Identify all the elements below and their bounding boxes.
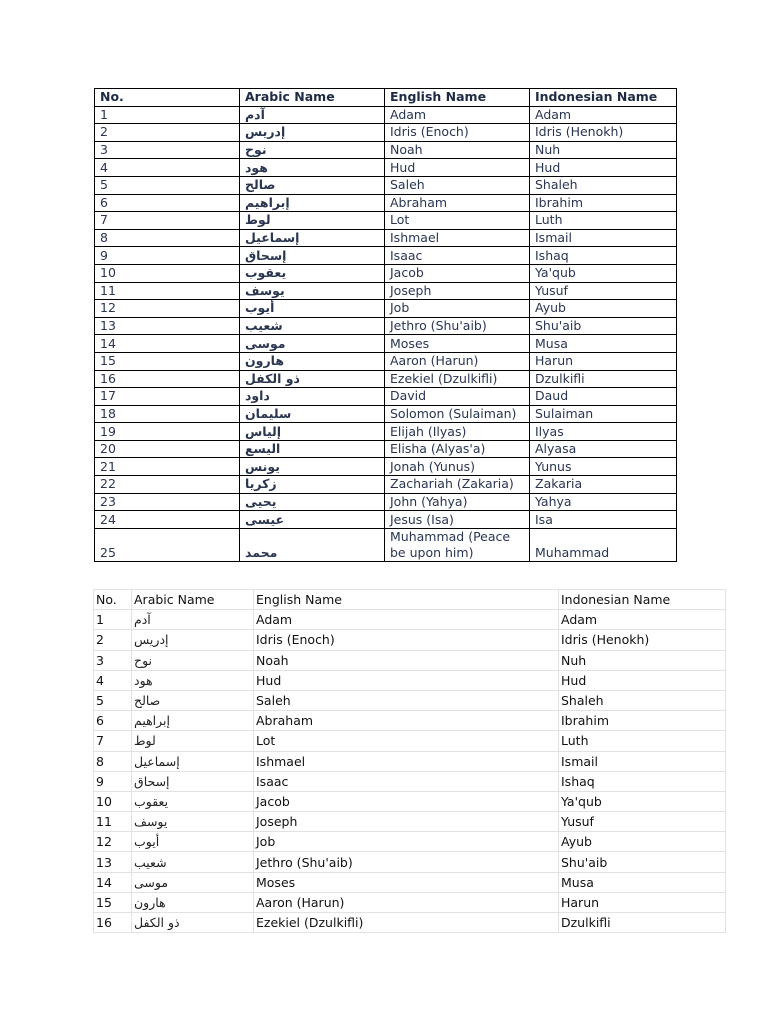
table-row (95, 528, 677, 561)
row-number: 11 (95, 282, 240, 300)
arabic-name-cell: زكريا (240, 476, 385, 494)
indonesian-name-cell: Ilyas (530, 423, 677, 441)
indonesian-name-cell: Yusuf (530, 282, 677, 300)
table-row (94, 630, 726, 650)
row-number: 10 (95, 264, 240, 282)
arabic-name-cell: إبراهيم (240, 194, 385, 212)
english-name-cell: Moses (385, 335, 530, 353)
prophets-table-light (93, 589, 726, 933)
arabic-name-cell: موسى (132, 872, 254, 892)
arabic-name-cell: شعيب (240, 317, 385, 335)
header-english-name: English Name (385, 89, 530, 107)
arabic-name-cell: يونس (240, 458, 385, 476)
row-number: 3 (95, 141, 240, 159)
indonesian-name-cell: Ayub (530, 300, 677, 318)
row-number: 8 (95, 229, 240, 247)
row-number: 13 (95, 317, 240, 335)
arabic-name-cell: إدريس (132, 630, 254, 650)
english-name-cell: Saleh (254, 690, 559, 710)
row-number: 22 (95, 476, 240, 494)
english-name-cell: Abraham (254, 711, 559, 731)
row-number: 10 (94, 791, 132, 811)
arabic-name-cell: صالح (132, 690, 254, 710)
table-row (94, 812, 726, 832)
table-header-row (94, 590, 726, 610)
row-number: 20 (95, 440, 240, 458)
table-row (95, 106, 677, 124)
english-name-cell: Joseph (254, 812, 559, 832)
indonesian-name-cell: Ibrahim (530, 194, 677, 212)
arabic-name-cell: يعقوب (132, 791, 254, 811)
table-row (94, 650, 726, 670)
table-row (95, 317, 677, 335)
indonesian-name-cell: Musa (530, 335, 677, 353)
english-name-cell: Abraham (385, 194, 530, 212)
indonesian-name-cell: Harun (530, 352, 677, 370)
indonesian-name-cell: Isa (530, 511, 677, 529)
arabic-name-cell: إلياس (240, 423, 385, 441)
table-row (95, 194, 677, 212)
english-name-cell: Ezekiel (Dzulkifli) (385, 370, 530, 388)
table-row (95, 440, 677, 458)
table-row (94, 852, 726, 872)
indonesian-name-cell: Hud (559, 670, 726, 690)
english-name-cell: Adam (385, 106, 530, 124)
header-indonesian-name: Indonesian Name (530, 89, 677, 107)
indonesian-name-cell: Ishaq (559, 771, 726, 791)
english-name-cell: John (Yahya) (385, 493, 530, 511)
english-name-cell: Noah (385, 141, 530, 159)
row-number: 25 (95, 528, 240, 561)
row-number: 2 (95, 124, 240, 142)
table-row (94, 892, 726, 912)
english-name-cell: Jonah (Yunus) (385, 458, 530, 476)
row-number: 4 (94, 670, 132, 690)
table-row (94, 751, 726, 771)
english-name-cell: Hud (254, 670, 559, 690)
english-name-cell: Joseph (385, 282, 530, 300)
row-number: 12 (94, 832, 132, 852)
row-number: 14 (94, 872, 132, 892)
table-row (95, 405, 677, 423)
arabic-name-cell: يوسف (132, 812, 254, 832)
table-row (94, 771, 726, 791)
table-row (95, 264, 677, 282)
table-row (95, 335, 677, 353)
table-row (95, 282, 677, 300)
indonesian-name-cell: Dzulkifli (530, 370, 677, 388)
english-name-cell: Saleh (385, 176, 530, 194)
table-body (95, 106, 677, 561)
indonesian-name-cell: Adam (559, 610, 726, 630)
table-body (94, 610, 726, 933)
row-number: 15 (94, 892, 132, 912)
indonesian-name-cell: Ibrahim (559, 711, 726, 731)
english-name-cell: Ishmael (254, 751, 559, 771)
prophets-table-bordered (94, 88, 677, 562)
english-name-cell: Muhammad (Peace be upon him) (385, 528, 530, 561)
table-row (95, 423, 677, 441)
english-name-cell: Jacob (254, 791, 559, 811)
table-row (95, 370, 677, 388)
arabic-name-cell: نوح (132, 650, 254, 670)
indonesian-name-cell: Musa (559, 872, 726, 892)
header-no: No. (94, 590, 132, 610)
arabic-name-cell: اليسع (240, 440, 385, 458)
arabic-name-cell: إدريس (240, 124, 385, 142)
english-name-cell: Ezekiel (Dzulkifli) (254, 913, 559, 933)
row-number: 4 (95, 159, 240, 177)
arabic-name-cell: صالح (240, 176, 385, 194)
row-number: 6 (95, 194, 240, 212)
row-number: 9 (95, 247, 240, 265)
row-number: 3 (94, 650, 132, 670)
arabic-name-cell: إسماعيل (240, 229, 385, 247)
english-name-cell: Idris (Enoch) (254, 630, 559, 650)
table-row (95, 247, 677, 265)
header-english-name: English Name (254, 590, 559, 610)
arabic-name-cell: ذو الكفل (240, 370, 385, 388)
row-number: 16 (95, 370, 240, 388)
row-number: 7 (94, 731, 132, 751)
row-number: 9 (94, 771, 132, 791)
table-row (95, 176, 677, 194)
table-row (94, 690, 726, 710)
arabic-name-cell: نوح (240, 141, 385, 159)
arabic-name-cell: لوط (240, 212, 385, 230)
row-number: 23 (95, 493, 240, 511)
english-name-cell: Lot (385, 212, 530, 230)
indonesian-name-cell: Shu'aib (559, 852, 726, 872)
row-number: 7 (95, 212, 240, 230)
row-number: 16 (94, 913, 132, 933)
table-row (94, 832, 726, 852)
english-name-cell: Zachariah (Zakaria) (385, 476, 530, 494)
english-name-cell: Hud (385, 159, 530, 177)
table-header-row (95, 89, 677, 107)
table-row (95, 493, 677, 511)
indonesian-name-cell: Muhammad (530, 528, 677, 561)
table-row (94, 872, 726, 892)
arabic-name-cell: هود (132, 670, 254, 690)
indonesian-name-cell: Yusuf (559, 812, 726, 832)
english-name-cell: Jesus (Isa) (385, 511, 530, 529)
arabic-name-cell: شعيب (132, 852, 254, 872)
english-name-cell: Isaac (254, 771, 559, 791)
table-row (94, 711, 726, 731)
indonesian-name-cell: Shaleh (559, 690, 726, 710)
indonesian-name-cell: Dzulkifli (559, 913, 726, 933)
indonesian-name-cell: Shu'aib (530, 317, 677, 335)
indonesian-name-cell: Nuh (530, 141, 677, 159)
arabic-name-cell: إسحاق (240, 247, 385, 265)
table-row (94, 670, 726, 690)
row-number: 13 (94, 852, 132, 872)
english-name-cell: Moses (254, 872, 559, 892)
table-row (95, 229, 677, 247)
table-row (94, 731, 726, 751)
english-name-cell: Ishmael (385, 229, 530, 247)
row-number: 14 (95, 335, 240, 353)
row-number: 17 (95, 388, 240, 406)
english-name-cell: Elisha (Alyas'a) (385, 440, 530, 458)
header-arabic-name: Arabic Name (132, 590, 254, 610)
indonesian-name-cell: Yahya (530, 493, 677, 511)
header-no: No. (95, 89, 240, 107)
row-number: 11 (94, 812, 132, 832)
indonesian-name-cell: Shaleh (530, 176, 677, 194)
english-name-cell: David (385, 388, 530, 406)
indonesian-name-cell: Idris (Henokh) (530, 124, 677, 142)
english-name-cell: Jacob (385, 264, 530, 282)
arabic-name-cell: هارون (240, 352, 385, 370)
english-name-cell: Jethro (Shu'aib) (254, 852, 559, 872)
arabic-name-cell: أيوب (132, 832, 254, 852)
row-number: 1 (95, 106, 240, 124)
table-row (95, 300, 677, 318)
arabic-name-cell: أيوب (240, 300, 385, 318)
table-row (95, 352, 677, 370)
header-arabic-name: Arabic Name (240, 89, 385, 107)
indonesian-name-cell: Daud (530, 388, 677, 406)
english-name-cell: Job (385, 300, 530, 318)
arabic-name-cell: موسى (240, 335, 385, 353)
indonesian-name-cell: Adam (530, 106, 677, 124)
indonesian-name-cell: Alyasa (530, 440, 677, 458)
indonesian-name-cell: Ayub (559, 832, 726, 852)
indonesian-name-cell: Idris (Henokh) (559, 630, 726, 650)
english-name-cell: Solomon (Sulaiman) (385, 405, 530, 423)
table-row (95, 212, 677, 230)
arabic-name-cell: يعقوب (240, 264, 385, 282)
english-name-cell: Adam (254, 610, 559, 630)
table-row (94, 791, 726, 811)
indonesian-name-cell: Sulaiman (530, 405, 677, 423)
row-number: 19 (95, 423, 240, 441)
row-number: 21 (95, 458, 240, 476)
header-indonesian-name: Indonesian Name (559, 590, 726, 610)
arabic-name-cell: محمد (240, 528, 385, 561)
indonesian-name-cell: Ya'qub (530, 264, 677, 282)
arabic-name-cell: هارون (132, 892, 254, 912)
indonesian-name-cell: Ya'qub (559, 791, 726, 811)
indonesian-name-cell: Ismail (559, 751, 726, 771)
table-row (95, 141, 677, 159)
indonesian-name-cell: Harun (559, 892, 726, 912)
row-number: 5 (94, 690, 132, 710)
indonesian-name-cell: Yunus (530, 458, 677, 476)
english-name-cell: Isaac (385, 247, 530, 265)
table-row (95, 159, 677, 177)
english-name-cell: Noah (254, 650, 559, 670)
indonesian-name-cell: Ishaq (530, 247, 677, 265)
english-name-cell: Idris (Enoch) (385, 124, 530, 142)
table-row (94, 913, 726, 933)
english-name-cell: Lot (254, 731, 559, 751)
english-name-cell: Aaron (Harun) (254, 892, 559, 912)
indonesian-name-cell: Hud (530, 159, 677, 177)
row-number: 15 (95, 352, 240, 370)
table-row (95, 458, 677, 476)
row-number: 12 (95, 300, 240, 318)
arabic-name-cell: إسماعيل (132, 751, 254, 771)
arabic-name-cell: لوط (132, 731, 254, 751)
arabic-name-cell: داود (240, 388, 385, 406)
arabic-name-cell: هود (240, 159, 385, 177)
row-number: 2 (94, 630, 132, 650)
indonesian-name-cell: Luth (559, 731, 726, 751)
indonesian-name-cell: Ismail (530, 229, 677, 247)
indonesian-name-cell: Zakaria (530, 476, 677, 494)
row-number: 24 (95, 511, 240, 529)
arabic-name-cell: آدم (132, 610, 254, 630)
row-number: 18 (95, 405, 240, 423)
table-row (95, 476, 677, 494)
row-number: 5 (95, 176, 240, 194)
indonesian-name-cell: Luth (530, 212, 677, 230)
table-row (95, 124, 677, 142)
row-number: 6 (94, 711, 132, 731)
arabic-name-cell: يوسف (240, 282, 385, 300)
arabic-name-cell: آدم (240, 106, 385, 124)
row-number: 1 (94, 610, 132, 630)
row-number: 8 (94, 751, 132, 771)
english-name-cell: Aaron (Harun) (385, 352, 530, 370)
english-name-cell: Job (254, 832, 559, 852)
table-row (95, 511, 677, 529)
arabic-name-cell: يحيى (240, 493, 385, 511)
indonesian-name-cell: Nuh (559, 650, 726, 670)
table-row (94, 610, 726, 630)
arabic-name-cell: سليمان (240, 405, 385, 423)
arabic-name-cell: إبراهيم (132, 711, 254, 731)
english-name-cell: Elijah (Ilyas) (385, 423, 530, 441)
arabic-name-cell: إسحاق (132, 771, 254, 791)
english-name-cell: Jethro (Shu'aib) (385, 317, 530, 335)
arabic-name-cell: ذو الكفل (132, 913, 254, 933)
table-row (95, 388, 677, 406)
arabic-name-cell: عيسى (240, 511, 385, 529)
